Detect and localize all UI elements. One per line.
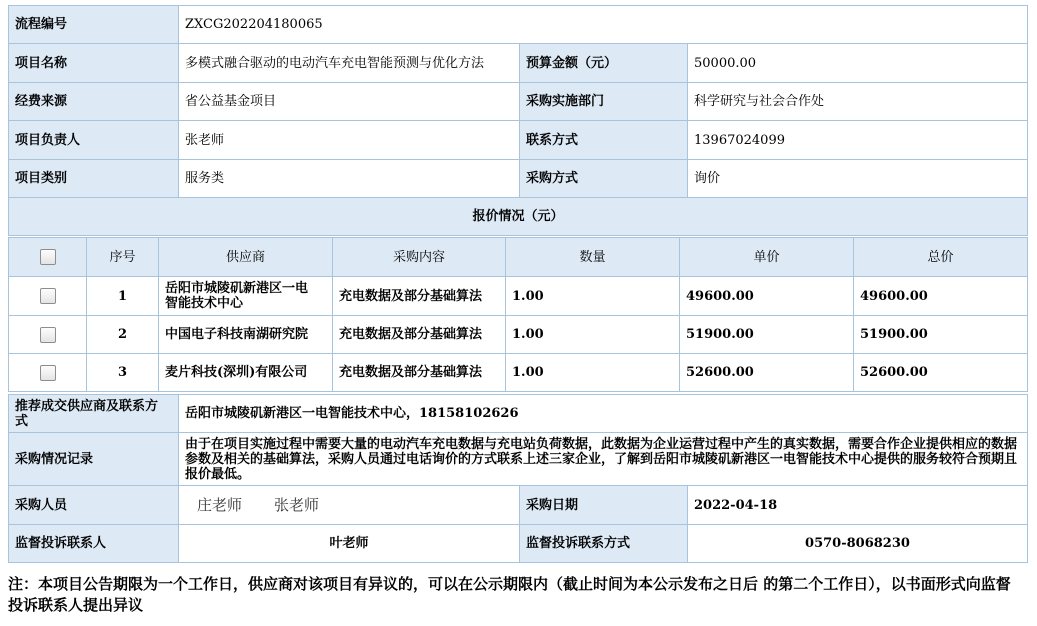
row-qty: 1.00 [506, 316, 680, 354]
row-content: 充电数据及部分基础算法 [333, 277, 506, 316]
buyer-signature-1: 庄老师 [197, 495, 243, 514]
header-qty: 数量 [506, 238, 680, 277]
row-no: 3 [87, 354, 159, 391]
row-no: 1 [87, 277, 159, 316]
row-checkbox[interactable] [40, 288, 56, 304]
contact-value: 13967024099 [688, 121, 1027, 160]
row-select-cell [9, 316, 87, 354]
buyer-label: 采购人员 [9, 486, 179, 525]
row-supplier: 中国电子科技南湖研究院 [159, 316, 333, 354]
supervisor-value: 叶老师 [179, 525, 520, 562]
row-content: 充电数据及部分基础算法 [333, 354, 506, 391]
row-supplier: 麦片科技(深圳)有限公司 [159, 354, 333, 391]
contact-label: 联系方式 [520, 121, 688, 160]
method-value: 询价 [688, 160, 1027, 198]
info-table [8, 5, 1028, 236]
dept-value: 科学研究与社会合作处 [688, 83, 1027, 121]
row-checkbox[interactable] [40, 365, 56, 381]
flow-no-value: ZXCG202204180065 [179, 6, 1027, 44]
flow-no-label: 流程编号 [9, 6, 179, 44]
fund-source-value: 省公益基金项目 [179, 83, 520, 121]
row-no: 2 [87, 316, 159, 354]
row-price: 52600.00 [680, 354, 854, 391]
select-all-cell [9, 238, 87, 277]
date-label: 采购日期 [520, 486, 688, 525]
row-total: 49600.00 [854, 277, 1027, 316]
recommend-value: 岳阳市城陵矶新港区一电智能技术中心，18158102626 [179, 395, 1027, 433]
category-label: 项目类别 [9, 160, 179, 198]
row-content: 充电数据及部分基础算法 [333, 316, 506, 354]
leader-value: 张老师 [179, 121, 520, 160]
supervisor-label: 监督投诉联系人 [9, 525, 179, 562]
result-table [8, 394, 1028, 563]
leader-label: 项目负责人 [9, 121, 179, 160]
row-price: 49600.00 [680, 277, 854, 316]
category-value: 服务类 [179, 160, 520, 198]
header-no: 序号 [87, 238, 159, 277]
header-price: 单价 [680, 238, 854, 277]
buyer-signature-2: 张老师 [274, 495, 320, 514]
row-qty: 1.00 [506, 277, 680, 316]
budget-label: 预算金额（元） [520, 44, 688, 83]
project-name-value: 多模式融合驱动的电动汽车充电智能预测与优化方法 [179, 44, 520, 83]
row-select-cell [9, 277, 87, 316]
row-total: 52600.00 [860, 365, 928, 380]
record-label: 采购情况记录 [9, 433, 179, 486]
record-value: 由于在项目实施过程中需要大量的电动汽车充电数据与充电站负荷数据，此数据为企业运营过程中产生的真实数据，需要合作企业提供相应的数据参数及相关的基础算法，采购人员通过电话询价的方式联系上述三家企业，了解到岳阳市城陵矶新港区一电智能技术中心提供的服务较符合预期且报价最低。 [179, 433, 1027, 486]
recommend-label: 推荐成交供应商及联系方式 [9, 395, 179, 433]
quote-title: 报价情况（元） [9, 198, 1027, 235]
quote-table [8, 237, 1028, 392]
select-all-checkbox[interactable] [40, 249, 56, 265]
supervisor-contact-value: 0570-8068230 [805, 536, 910, 551]
row-total: 51900.00 [854, 316, 1027, 354]
header-supplier: 供应商 [159, 238, 333, 277]
fund-source-label: 经费来源 [9, 83, 179, 121]
header-total: 总价 [854, 238, 1027, 277]
buyer-value [179, 486, 520, 525]
row-checkbox[interactable] [40, 327, 56, 343]
project-name-label: 项目名称 [9, 44, 179, 83]
supervisor-contact-label: 监督投诉联系方式 [520, 525, 688, 562]
row-select-cell [9, 354, 87, 391]
row-supplier: 岳阳市城陵矶新港区一电智能技术中心 [159, 277, 333, 316]
notice-text: 注：本项目公告期限为一个工作日，供应商对该项目有异议的，可以在公示期限内（截止时间为本公示发布之日后 的第二个工作日），以书面形式向监督投诉联系人提出异议 [8, 575, 1011, 614]
budget-value: 50000.00 [688, 44, 1027, 83]
row-qty: 1.00 [506, 354, 680, 391]
date-value: 2022-04-18 [688, 486, 1027, 525]
row-price: 51900.00 [680, 316, 854, 354]
method-label: 采购方式 [520, 160, 688, 198]
header-content: 采购内容 [333, 238, 506, 277]
dept-label: 采购实施部门 [520, 83, 688, 121]
